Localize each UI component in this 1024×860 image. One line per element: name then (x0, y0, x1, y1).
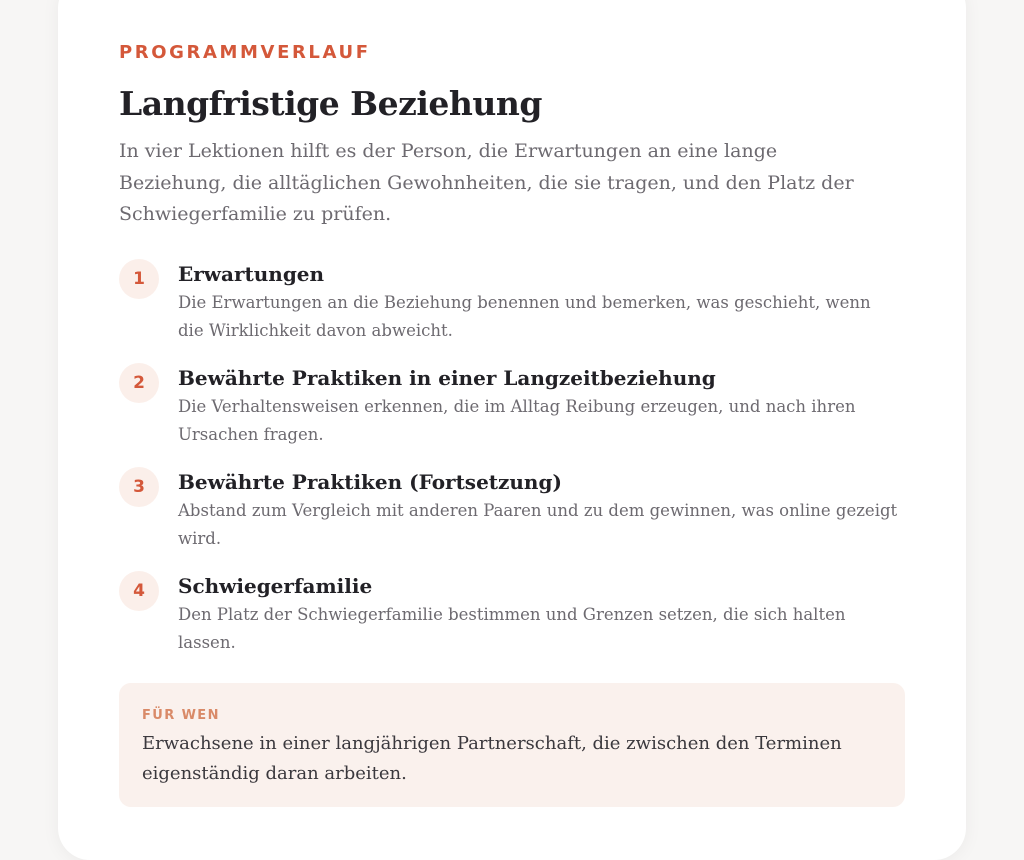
lesson-title: Bewährte Praktiken (Fortsetzung) (178, 469, 562, 494)
program-card (58, 0, 966, 860)
lesson-number-badge: 3 (119, 467, 159, 507)
lesson-item-2 (119, 363, 906, 449)
lesson-description: Die Erwartungen an die Beziehung benennen und bemerken, was geschieht, wenn die Wirklichkeit davon abweicht. (178, 292, 871, 340)
lesson-item-1 (119, 259, 906, 345)
lesson-description: Die Verhaltensweisen erkennen, die im Alltag Reibung erzeugen, und nach ihren Ursachen fragen. (178, 396, 856, 444)
lesson-body (178, 467, 898, 553)
lesson-body (178, 363, 898, 449)
lesson-item-4 (119, 571, 906, 657)
audience-label: FÜR WEN (142, 707, 220, 723)
lesson-title: Erwartungen (178, 261, 325, 286)
lesson-number-badge: 1 (119, 259, 159, 299)
audience-text: Erwachsene in einer langjährigen Partnerschaft, die zwischen den Terminen eigenständig daran arbeiten. (142, 732, 842, 784)
lesson-description: Den Platz der Schwiegerfamilie bestimmen und Grenzen setzen, die sich halten lassen. (178, 604, 846, 652)
lesson-number-badge: 2 (119, 363, 159, 403)
lesson-description: Abstand zum Vergleich mit anderen Paaren und zu dem gewinnen, was online gezeigt wird. (178, 500, 898, 548)
lesson-item-3 (119, 467, 906, 553)
audience-box (119, 683, 905, 807)
lesson-list (119, 259, 906, 657)
lesson-body (178, 571, 898, 657)
section-eyebrow: PROGRAMMVERLAUF (119, 42, 371, 63)
intro-text: In vier Lektionen hilft es der Person, die Erwartungen an eine lange Beziehung, die alltäglichen Gewohnheiten, die sie tragen, und den Platz der Schwiegerfamilie zu prüfen. (119, 140, 854, 225)
lesson-title: Bewährte Praktiken in einer Langzeitbeziehung (178, 365, 716, 390)
lesson-body (178, 259, 898, 345)
page-title: Langfristige Beziehung (119, 84, 542, 123)
lesson-title: Schwiegerfamilie (178, 573, 373, 598)
lesson-number-badge: 4 (119, 571, 159, 611)
